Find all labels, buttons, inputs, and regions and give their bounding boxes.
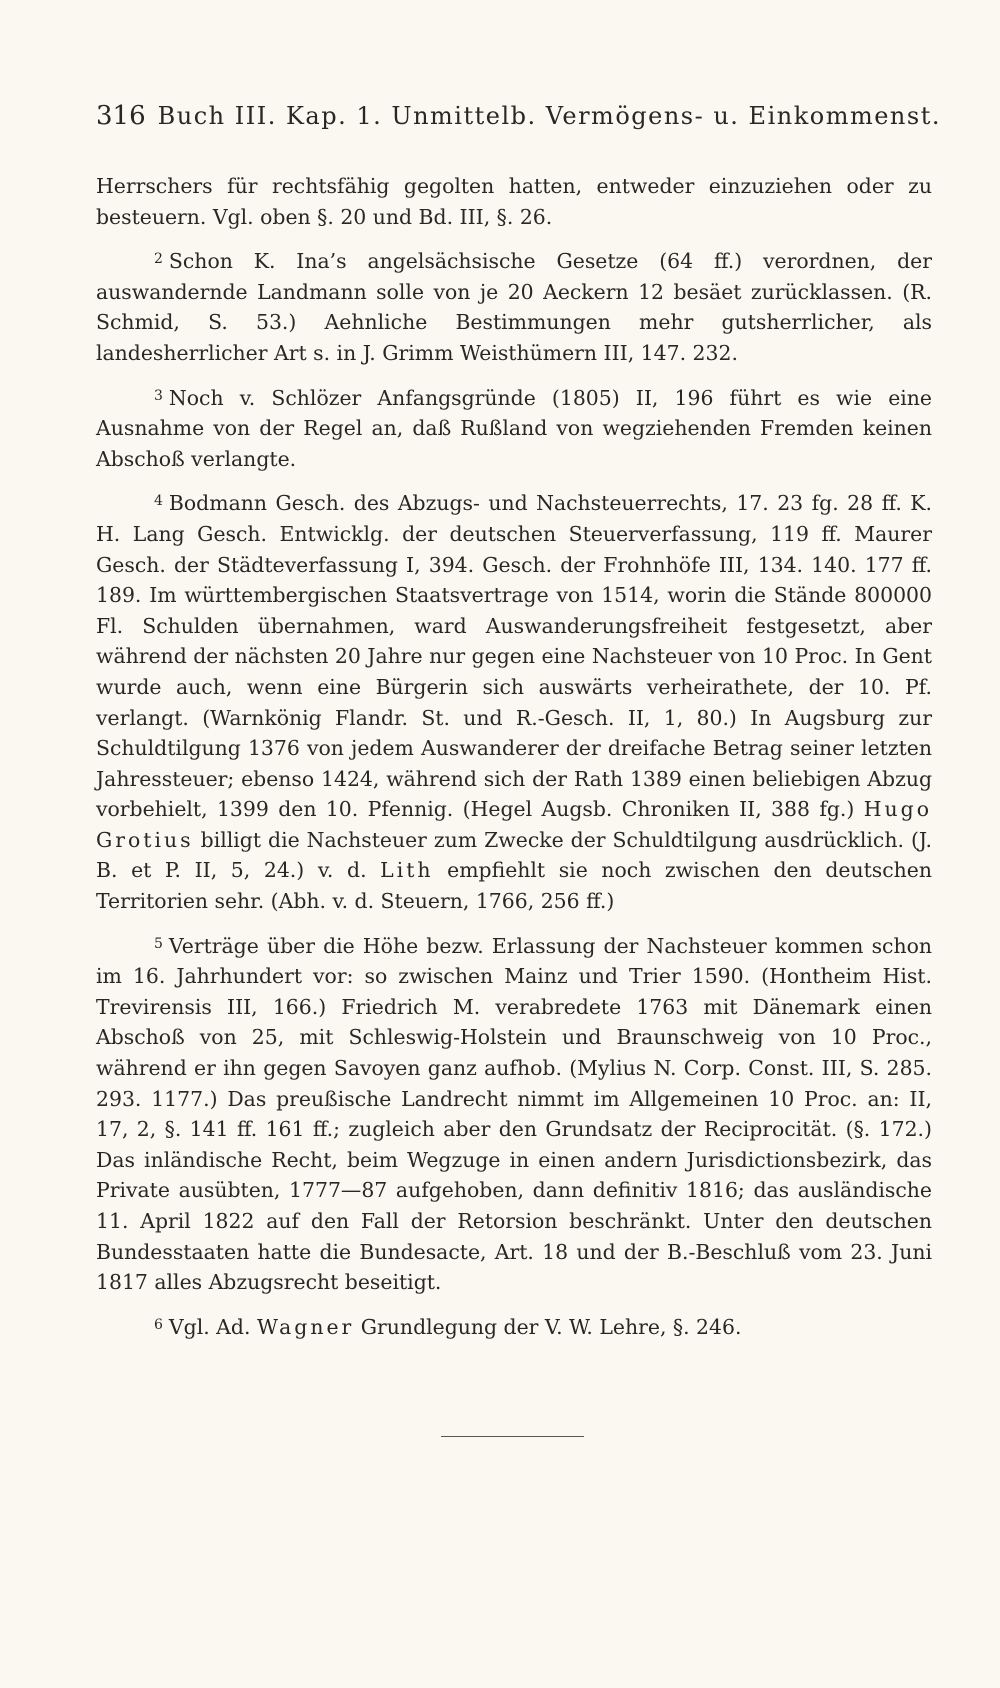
footnote-text: Verträge über die Höhe bezw. Erlassung der Nachsteuer kommen schon im 16. Jahrhundert vor: so zwischen Mainz und Trier 1590. (Hontheim Hist. Trevirensis III, 166.) Friedrich M. verabredete 1763 mit Dänemark einen Abschoß von 25, mit Schleswig-Holstein und Braunschweig von 10 Proc., während er ihn gegen Savoyen ganz aufhob. (Mylius N. Corp. Const. III, S. 285. 293. 1177.) Das preußische Landrecht nimmt im Allgemeinen 10 Proc. an: II, 17, 2, §. 141 ff. 161 ff.; zugleich aber den Grundsatz der Reciprocität. (§. 172.) Das inländische Recht, beim Wegzuge in einen andern Jurisdictionsbezirk, das Private ausübten, 1777—87 aufgehoben, dann definitiv 1816; das ausländische 11. April 1822 auf den Fall der Retorsion beschränkt. Unter den deutschen Bundesstaaten hatte die Bundesacte, Art. 18 und der B.-Beschluß vom 23. Juni 1817 alles Abzugsrecht beseitigt. (96, 933, 932, 1295)
footnote (96, 929, 932, 1298)
footnote-block (96, 171, 932, 1342)
footnote-text: Bodmann Gesch. des Abzugs- und Nachsteuerrechts, 17. 23 fg. 28 ff. K. H. Lang Gesch. Entwicklg. der deutschen Steuerverfassung, 119 ff. Maurer Gesch. der Städteverfassung I, 394. Gesch. der Frohnhöfe III, 134. 140. 177 ff. 189. Im württembergischen Staatsvertrage von 1514, worin die Stände 800000 Fl. Schulden übernahmen, ward Auswanderungsfreiheit festgesetzt, aber während der nächsten 20 Jahre nur gegen eine Nachsteuer von 10 Proc. In Gent wurde auch, wenn eine Bürgerin sich auswärts verheirathete, der 10. Pf. verlangt. (Warnkönig Flandr. St. und R.-Gesch. II, 1, 80.) In Augsburg zur Schuldtilgung 1376 von jedem Auswanderer der dreifache Betrag seiner letzten Jahressteuer; ebenso 1424, während sich der Rath 1389 einen beliebigen Abzug vorbehielt, 1399 den 10. Pfennig. (Hegel Augsb. Chroniken II, 388 fg.) (96, 491, 932, 822)
running-header (96, 101, 941, 131)
footnote-text: Grundlegung der V. W. Lehre, §. 246. (354, 1314, 742, 1339)
footnote-mark: 6 (154, 1316, 163, 1333)
footnote-text: Noch v. Schlözer Anfangsgründe (1805) II, 196 führt es wie eine Ausnahme von der Regel an, daß Rußland von wegziehenden Fremden keinen Abschoß verlangte. (96, 385, 932, 471)
footnote-mark: 3 (154, 387, 163, 404)
footnote-text: Vgl. Ad. (168, 1314, 257, 1339)
emphasized-name: Lith (380, 858, 434, 883)
emphasized-name: Wagner (256, 1314, 355, 1339)
footnote-mark: 4 (154, 493, 163, 510)
running-title: Buch III. Kap. 1. Unmittelb. Vermögens- u. Einkommenst. (157, 102, 941, 130)
emphasized-name: Hugo Grotius (96, 797, 932, 852)
page-number: 316 (96, 101, 146, 131)
footnote (96, 1310, 932, 1343)
footnote (96, 486, 932, 916)
continued-footnote-text: Herrschers für rechtsfähig gegolten hatten, entweder einzuziehen oder zu besteuern. Vgl. oben §. 20 und Bd. III, §. 26. (96, 174, 932, 229)
footnote (96, 244, 932, 368)
footnote-mark: 2 (154, 251, 163, 268)
footnote (96, 381, 932, 475)
footnote-mark: 5 (154, 935, 163, 952)
footnote-list (96, 244, 932, 1342)
footnote-text: empfiehlt sie noch zwischen den deutschen Territorien sehr. (Abh. v. d. Steuern, 1766, 256 ff.) (96, 858, 932, 914)
footnote-text: billigt die Nachsteuer zum Zwecke der Schuldtilgung ausdrücklich. (J. B. et P. II, 5, 24.) v. d. (96, 827, 932, 883)
footnote-text: Schon K. Ina’s angelsächsische Gesetze (64 ff.) verordnen, der auswandernde Landmann solle von je 20 Aeckern 12 besäet zurücklassen. (R. Schmid, S. 53.) Aehnliche Bestimmungen mehr gutsherrlicher, als landesherrlicher Art s. in J. Grimm Weisthümern III, 147. 232. (96, 249, 932, 365)
end-rule (441, 1436, 584, 1437)
